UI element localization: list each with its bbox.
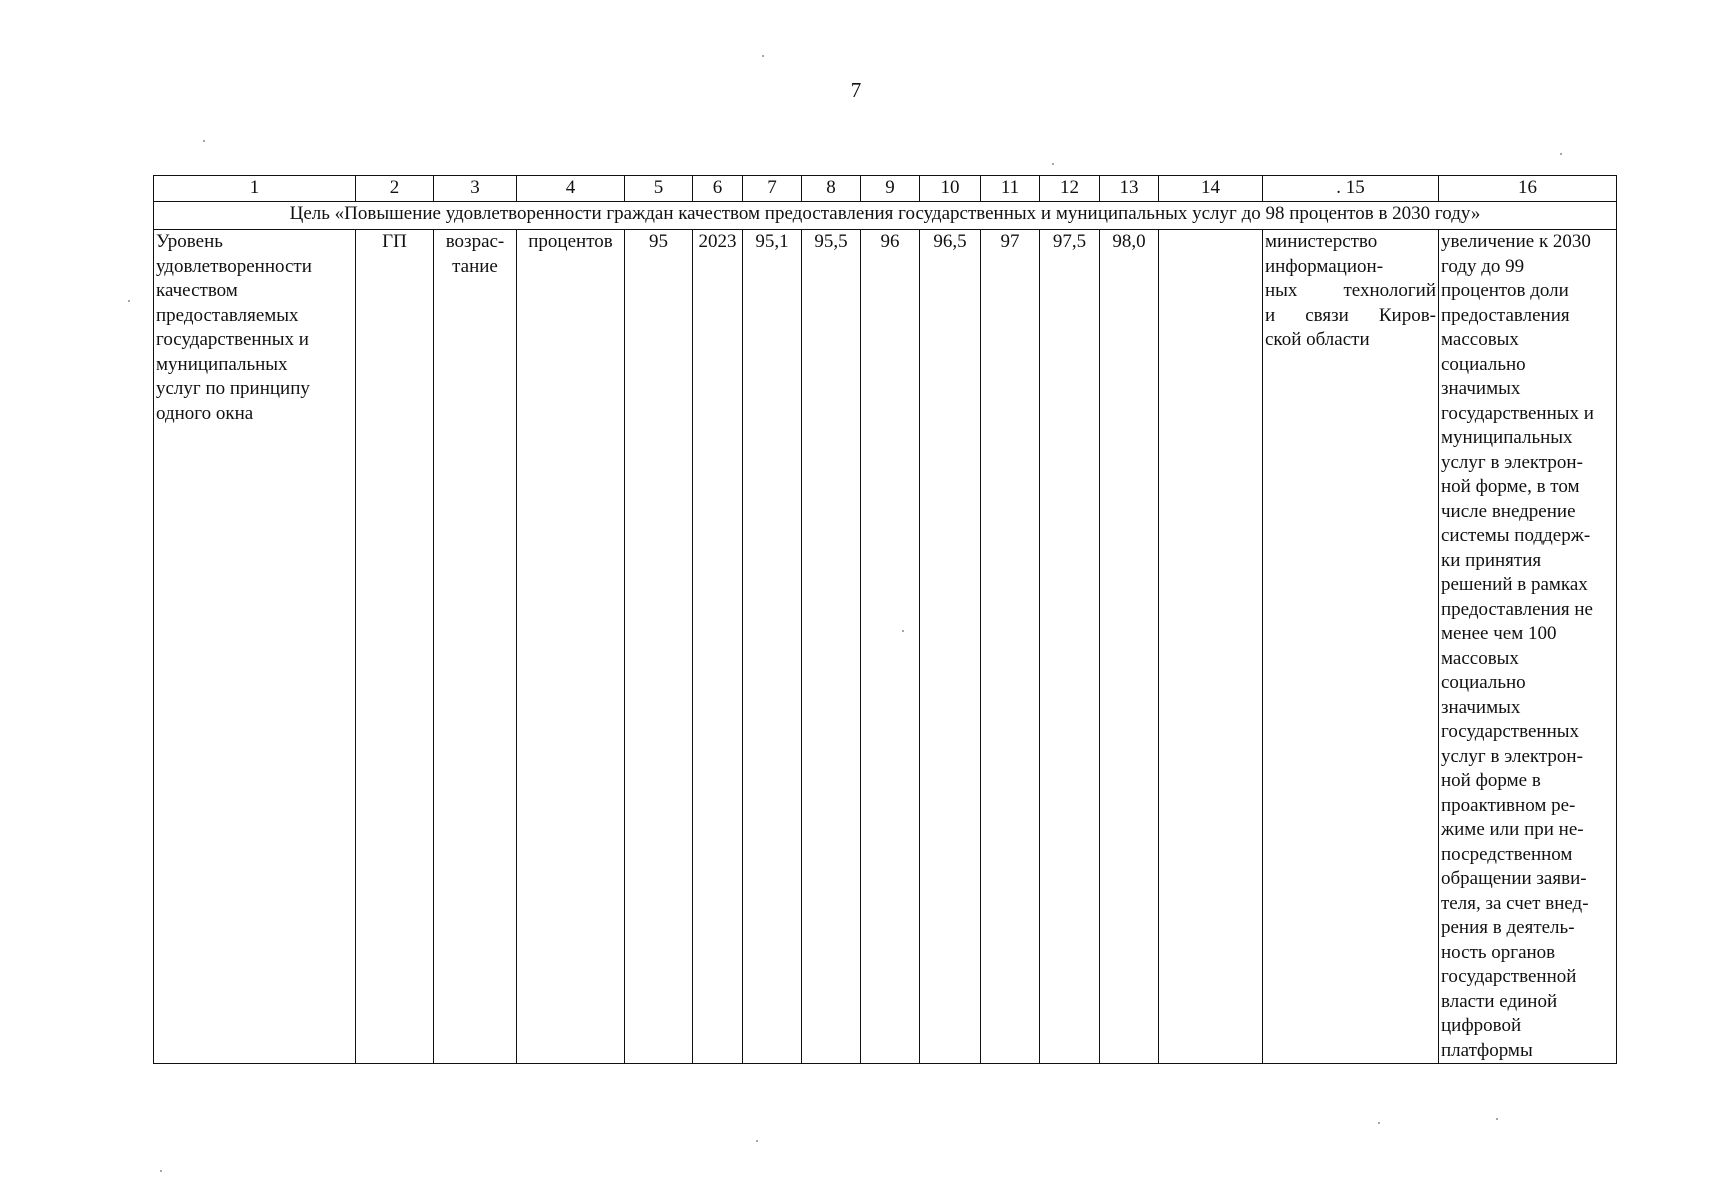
value-cell: 95,5	[802, 230, 861, 1064]
link-line: ки принятия	[1441, 549, 1542, 571]
indicator-table	[153, 175, 1617, 1064]
link-line: социально	[1441, 672, 1526, 693]
link-line: году до 99	[1441, 255, 1525, 277]
link-line: жиме или при не-	[1441, 819, 1584, 840]
link-line: теля, за счет внед-	[1441, 892, 1589, 914]
column-number-cell: 13	[1100, 176, 1159, 202]
indicator-name-cell	[154, 230, 356, 1064]
indicator-name-line: одного окна	[156, 402, 254, 424]
value-cell: 96	[861, 230, 920, 1064]
value-cell: 96,5	[920, 230, 981, 1064]
column-number-cell: 3	[434, 176, 517, 202]
base-value-cell: 95	[625, 230, 693, 1064]
column-number-cell: 2	[356, 176, 434, 202]
link-line: услуг в электрон-	[1441, 745, 1583, 767]
column-number-cell: . 15	[1263, 176, 1439, 202]
link-line: числе внедрение	[1441, 500, 1576, 522]
link-line: системы поддерж-	[1441, 525, 1591, 546]
link-line: процентов доли	[1441, 280, 1569, 301]
scan-speck	[1496, 1118, 1498, 1120]
scan-speck	[203, 140, 205, 142]
link-line: значимых	[1441, 696, 1521, 718]
link-line: массовых	[1441, 329, 1519, 350]
link-line: значимых	[1441, 378, 1521, 399]
link-line: менее чем 100	[1441, 623, 1557, 644]
link-line: платформы	[1441, 1039, 1533, 1061]
column-number-cell: 8	[802, 176, 861, 202]
scan-speck	[756, 1140, 758, 1142]
link-line: предоставления не	[1441, 598, 1593, 620]
link-line: проактивном ре-	[1441, 794, 1576, 816]
link-line: государственной	[1441, 966, 1577, 987]
link-line: ность органов	[1441, 941, 1556, 963]
value-cell: 98,0	[1100, 230, 1159, 1064]
unit-cell: процентов	[517, 230, 625, 1064]
responsible-line: информацион-	[1265, 255, 1384, 277]
responsible-line: министерство	[1265, 231, 1378, 252]
scan-speck	[1560, 153, 1562, 155]
column-number-cell: 16	[1439, 176, 1617, 202]
value-cell: 97,5	[1040, 230, 1100, 1064]
indicator-name-line: муниципальных	[156, 353, 288, 375]
column-number-cell: 14	[1159, 176, 1263, 202]
link-line: посредственном	[1441, 843, 1573, 865]
link-line: услуг в электрон-	[1441, 451, 1583, 473]
indicator-name-line: качеством	[156, 280, 238, 301]
scan-speck	[128, 300, 130, 302]
indicator-row	[154, 230, 1617, 1064]
goal-row	[154, 202, 1617, 230]
responsible-line: и связи Киров-	[1265, 304, 1436, 326]
value-cell: 97	[981, 230, 1040, 1064]
indicator-name-line: услуг по принципу	[156, 378, 310, 399]
scan-speck	[1052, 163, 1054, 165]
column-number-cell: 4	[517, 176, 625, 202]
link-cell	[1439, 230, 1617, 1064]
link-line: социально	[1441, 353, 1526, 375]
level-cell: ГП	[356, 230, 434, 1064]
column-number-cell: 6	[693, 176, 743, 202]
responsible-line: ных технологий	[1265, 280, 1436, 301]
link-line: государственных	[1441, 721, 1580, 742]
base-year-cell: 2023	[693, 230, 743, 1064]
link-line: ной форме в	[1441, 770, 1541, 791]
link-line: муниципальных	[1441, 427, 1573, 448]
link-line: увеличение к 2030	[1441, 231, 1591, 252]
link-line: государственных и	[1441, 402, 1594, 424]
direction-line: тание	[452, 255, 498, 277]
value-cell: 95,1	[743, 230, 802, 1064]
link-line: цифровой	[1441, 1015, 1522, 1036]
indicator-name-line: государственных и	[156, 329, 309, 350]
empty-cell	[1159, 230, 1263, 1064]
column-number-cell: 9	[861, 176, 920, 202]
column-number-cell: 1	[154, 176, 356, 202]
scan-speck	[902, 630, 904, 632]
indicator-name-line: предоставляемых	[156, 304, 299, 326]
link-line: решений в рамках	[1441, 574, 1588, 595]
link-line: предоставления	[1441, 304, 1570, 326]
link-line: ной форме, в том	[1441, 476, 1580, 497]
responsible-line: ской области	[1265, 329, 1370, 350]
column-number-cell: 10	[920, 176, 981, 202]
goal-heading: Цель «Повышение удовлетворенности граждан качеством предоставления государственных и муниципальных услуг до 98 процентов в 2030 году»	[154, 202, 1617, 230]
scan-speck	[762, 55, 764, 57]
page-number: 7	[850, 78, 862, 102]
scan-speck	[1378, 1122, 1380, 1124]
link-line: обращении заяви-	[1441, 868, 1587, 889]
responsible-cell	[1263, 230, 1439, 1064]
column-number-row	[154, 176, 1617, 202]
column-number-cell: 11	[981, 176, 1040, 202]
column-number-cell: 5	[625, 176, 693, 202]
link-line: рения в деятель-	[1441, 917, 1575, 938]
column-number-cell: 7	[743, 176, 802, 202]
scan-speck	[160, 1170, 162, 1172]
link-line: власти единой	[1441, 990, 1558, 1012]
direction-line: возрас-	[445, 231, 505, 252]
link-line: массовых	[1441, 647, 1519, 669]
indicator-name-line: удовлетворенности	[156, 255, 312, 277]
direction-cell	[434, 230, 517, 1064]
indicator-name-line: Уровень	[156, 231, 223, 252]
column-number-cell: 12	[1040, 176, 1100, 202]
